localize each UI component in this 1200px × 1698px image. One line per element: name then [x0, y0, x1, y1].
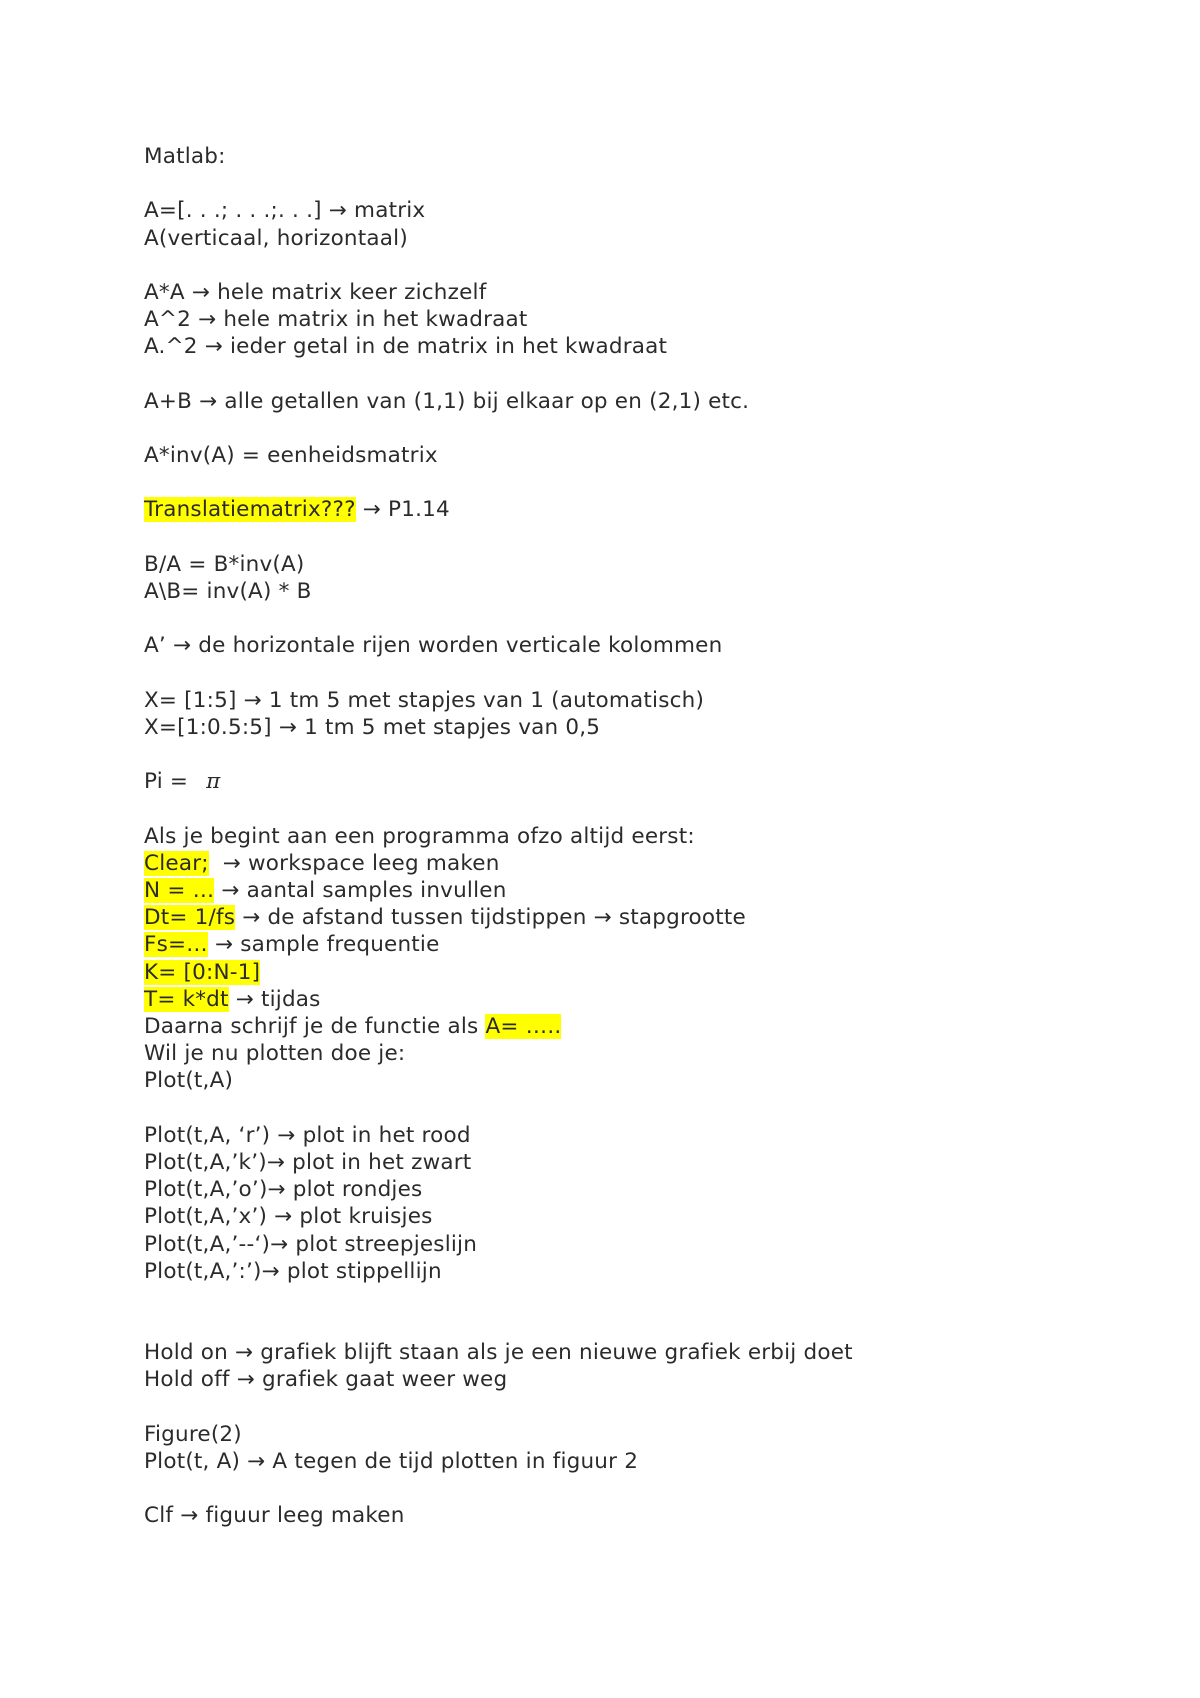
arrow-icon: → — [180, 1503, 199, 1529]
code-range2: X=[1:0.5:5] — [144, 714, 272, 740]
desc-elpow: ieder getal in de matrix in het kwadraat — [229, 334, 668, 360]
code-plot-basic: Plot(t,A) — [144, 1068, 234, 1094]
line-program-intro — [144, 823, 1104, 850]
desc-dt-1: de afstand tussen tijdstippen — [267, 905, 587, 931]
code-plot-fig2: Plot(t, A) — [144, 1449, 241, 1475]
desc-t: tijdas — [260, 986, 321, 1012]
code-plot-r: Plot(t,A, ‘r’) — [144, 1122, 271, 1148]
code-hold-on: Hold on — [144, 1340, 228, 1366]
code-plot-o: Plot(t,A,’o’) — [144, 1177, 268, 1203]
line-func — [144, 1013, 1104, 1040]
code-matrix-def: A=[. . .; . . .;. . .] — [144, 198, 322, 224]
line-dt — [144, 904, 1104, 931]
line-translatie — [144, 496, 1104, 523]
code-range1: X= [1:5] — [144, 687, 237, 713]
desc-hold-on: grafiek blijft staan als je een nieuwe grafiek erbij doet — [260, 1340, 853, 1366]
line-plot-r — [144, 1122, 1104, 1149]
arrow-icon: → — [204, 334, 223, 360]
arrow-icon: → — [274, 1204, 293, 1230]
code-mult: A*A — [144, 279, 185, 305]
arrow-icon: → — [242, 905, 261, 931]
desc-range1: 1 tm 5 met stapjes van 1 (automatisch) — [268, 687, 705, 713]
arrow-icon: → — [222, 850, 241, 876]
line-plot-basic — [144, 1067, 1104, 1094]
line-pi — [144, 768, 1104, 795]
desc-plot-o: plot rondjes — [292, 1177, 423, 1203]
desc-clear: workspace leeg maken — [248, 850, 500, 876]
highlight-func: A= ….. — [485, 1014, 562, 1039]
code-add: A+B — [144, 388, 193, 414]
code-matrix-index: A(verticaal, horizontaal) — [144, 225, 408, 251]
arrow-icon: → — [593, 905, 612, 931]
spacer — [144, 361, 1104, 388]
desc-clf: figuur leeg maken — [205, 1503, 405, 1529]
line-plot-intro — [144, 1040, 1104, 1067]
highlight-clear: Clear; — [144, 850, 209, 876]
document-body — [144, 143, 1104, 1530]
code-plot-dot: Plot(t,A,’:’) — [144, 1258, 262, 1284]
line-plot-o — [144, 1176, 1104, 1203]
line-clear — [144, 850, 1104, 877]
code-figure2: Figure(2) — [144, 1421, 242, 1447]
line-hold-on — [144, 1339, 1104, 1366]
code-plot-x: Plot(t,A,’x’) — [144, 1204, 268, 1230]
highlight-fs: Fs=… — [144, 932, 208, 958]
spacer — [144, 1285, 1104, 1339]
line-plot-dash — [144, 1231, 1104, 1258]
highlight-n: N = … — [144, 878, 215, 904]
arrow-icon: → — [328, 198, 347, 224]
arrow-icon: → — [277, 1122, 296, 1148]
code-pow: A^2 — [144, 307, 192, 333]
line-hold-off — [144, 1366, 1104, 1393]
code-hold-off: Hold off — [144, 1367, 230, 1393]
code-clf: Clf — [144, 1503, 174, 1529]
desc-translatie: P1.14 — [388, 497, 450, 523]
highlight-translatie: Translatiematrix??? — [144, 497, 356, 523]
line-t — [144, 986, 1104, 1013]
desc-mult: hele matrix keer zichzelf — [217, 279, 487, 305]
line-range2 — [144, 714, 1104, 741]
spacer — [144, 170, 1104, 197]
arrow-icon: → — [267, 1177, 286, 1203]
line-n — [144, 877, 1104, 904]
code-transpose: A’ — [144, 633, 166, 659]
line-div-left — [144, 578, 1104, 605]
code-pi: Pi = — [144, 769, 189, 795]
desc-hold-off: grafiek gaat weer weg — [261, 1367, 508, 1393]
line-mult — [144, 279, 1104, 306]
spacer — [144, 796, 1104, 823]
arrow-icon: → — [198, 307, 217, 333]
line-matrix-index — [144, 225, 1104, 252]
spacer — [144, 415, 1104, 442]
spacer — [144, 524, 1104, 551]
arrow-icon: → — [199, 388, 218, 414]
line-range1 — [144, 687, 1104, 714]
line-fs — [144, 931, 1104, 958]
spacer — [144, 252, 1104, 279]
desc-plot-x: plot kruisjes — [299, 1204, 433, 1230]
desc-n: aantal samples invullen — [246, 878, 507, 904]
desc-add: alle getallen van (1,1) bij elkaar op en (2,1) etc. — [224, 388, 750, 414]
code-div-right: B/A = B*inv(A) — [144, 551, 305, 577]
line-figure2 — [144, 1421, 1104, 1448]
desc-transpose: de horizontale rijen worden verticale kolommen — [198, 633, 723, 659]
highlight-t: T= k*dt — [144, 986, 229, 1012]
pi-symbol: π — [206, 769, 221, 795]
arrow-icon: → — [236, 1367, 255, 1393]
line-plot-dot — [144, 1258, 1104, 1285]
desc-plot-dash: plot streepjeslijn — [295, 1231, 478, 1257]
line-clf — [144, 1502, 1104, 1529]
spacer — [144, 1394, 1104, 1421]
line-matrix-def — [144, 197, 1104, 224]
arrow-icon: → — [266, 1149, 286, 1175]
desc-plot-dot: plot stippellijn — [286, 1258, 442, 1284]
doc-title — [144, 143, 1104, 170]
spacer — [144, 1475, 1104, 1502]
desc-plot-fig2: A tegen de tijd plotten in figuur 2 — [272, 1449, 639, 1475]
desc-range2: 1 tm 5 met stapjes van 0,5 — [304, 714, 601, 740]
arrow-icon: → — [243, 687, 262, 713]
arrow-icon: → — [362, 497, 381, 523]
arrow-icon: → — [247, 1449, 266, 1475]
highlight-dt: Dt= 1/fs — [144, 905, 236, 931]
line-elpow — [144, 333, 1104, 360]
line-div-right — [144, 551, 1104, 578]
desc-matrix-def: matrix — [354, 198, 426, 224]
line-pow — [144, 306, 1104, 333]
line-add — [144, 388, 1104, 415]
desc-plot-r: plot in het rood — [302, 1122, 471, 1148]
desc-fs: sample frequentie — [240, 932, 440, 958]
arrow-icon: → — [270, 1231, 289, 1257]
desc-dt-2: stapgrootte — [618, 905, 746, 931]
code-elpow: A.^2 — [144, 334, 198, 360]
arrow-icon: → — [214, 932, 234, 958]
spacer — [144, 469, 1104, 496]
code-plot-k: Plot(t,A,’k’) — [144, 1149, 267, 1175]
arrow-icon: → — [221, 878, 240, 904]
text-func: Daarna schrijf je de functie als — [144, 1014, 486, 1039]
spacer — [144, 1095, 1104, 1122]
arrow-icon: → — [261, 1258, 280, 1284]
text-plot-intro: Wil je nu plotten doe je: — [144, 1041, 406, 1067]
arrow-icon: → — [235, 1340, 254, 1366]
spacer — [144, 660, 1104, 687]
doc-title-text: Matlab: — [144, 144, 226, 169]
line-plot-x — [144, 1203, 1104, 1230]
highlight-k: K= [0:N-1] — [144, 959, 261, 985]
desc-plot-k: plot in het zwart — [292, 1149, 472, 1175]
desc-pow: hele matrix in het kwadraat — [223, 307, 528, 333]
code-plot-dash: Plot(t,A,’--‘) — [144, 1231, 271, 1257]
spacer — [144, 605, 1104, 632]
line-k — [144, 959, 1104, 986]
text-program-intro: Als je begint aan een programma ofzo altijd eerst: — [144, 823, 695, 849]
arrow-icon: → — [278, 714, 298, 740]
code-div-left: A\B= inv(A) * B — [144, 579, 312, 604]
spacer — [144, 741, 1104, 768]
line-plot-k — [144, 1149, 1104, 1176]
arrow-icon: → — [235, 986, 254, 1012]
line-inv — [144, 442, 1104, 469]
line-transpose — [144, 632, 1104, 659]
line-plot-fig2 — [144, 1448, 1104, 1475]
arrow-icon: → — [191, 279, 211, 305]
arrow-icon: → — [173, 633, 192, 659]
code-inv: A*inv(A) = eenheidsmatrix — [144, 443, 438, 469]
